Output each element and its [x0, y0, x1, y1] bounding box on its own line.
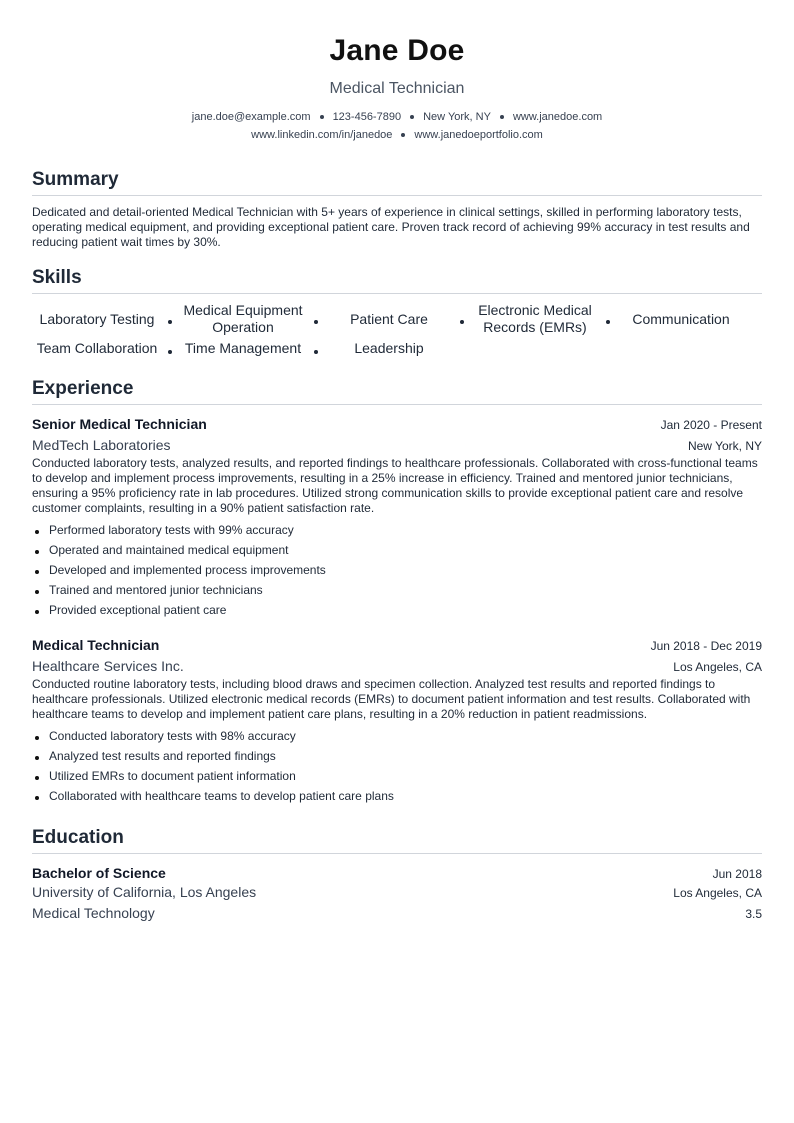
list-item — [32, 520, 762, 540]
bullet-separator-icon — [401, 133, 405, 137]
highlight-text: Trained and mentored junior technicians — [49, 583, 263, 597]
contact-website[interactable]: www.janedoe.com — [512, 111, 603, 123]
bullet-separator-icon — [320, 115, 324, 119]
resume-header — [32, 32, 762, 144]
education-header-row — [32, 864, 762, 882]
bullet-separator-icon — [410, 115, 414, 119]
degree-title: Bachelor of Science — [32, 865, 166, 881]
graduation-date: Jun 2018 — [712, 867, 762, 881]
job-description: Conducted laboratory tests, analyzed results, and reported findings to healthcare professionals. Collaborated with cross-functional teams to develop and implement process improvements, resulting in a 25% increase in efficiency. Trained and mentored junior technicians, ensuring a 95% proficiency rate in lab procedures. Utilized strong communication skills to provide exceptional patient care and resolve customer complaints, resulting in a 90% patient satisfaction rate. — [32, 456, 758, 515]
skill-item: Leadership — [354, 340, 424, 356]
skill-item: Electronic Medical Records (EMRs) — [478, 302, 592, 335]
job-location: Los Angeles, CA — [673, 660, 762, 674]
bullet-icon — [35, 530, 39, 534]
skills-heading: Skills — [32, 266, 762, 294]
education-entry — [32, 864, 762, 924]
highlight-text: Conducted laboratory tests with 98% accuracy — [49, 729, 296, 743]
job-header-row — [32, 636, 762, 654]
bullet-icon — [35, 756, 39, 760]
job-title: Senior Medical Technician — [32, 416, 207, 432]
skill-item: Medical Equipment Operation — [183, 302, 303, 335]
contact-phone[interactable]: 123-456-7890 — [332, 111, 402, 123]
job-title: Medical Technician — [32, 637, 160, 653]
bullet-icon — [35, 590, 39, 594]
contact-portfolio[interactable]: www.janedoeportfolio.com — [414, 129, 543, 141]
skill-item: Patient Care — [350, 310, 428, 327]
gpa-value: 3.5 — [745, 907, 762, 921]
bullet-icon — [35, 610, 39, 614]
skill-item: Laboratory Testing — [39, 310, 155, 327]
job-company-row — [32, 654, 762, 676]
contact-row-1 — [32, 108, 762, 126]
summary-heading: Summary — [32, 168, 762, 196]
job-location: New York, NY — [687, 439, 762, 453]
summary-text: Dedicated and detail-oriented Medical Technician with 5+ years of experience in clinical settings, skilled in performing laboratory tests, operating medical equipment, and providing exceptional patient care. Proven track record of achieving 99% accuracy in test results and reducing patient wait times by 30%. — [32, 205, 750, 249]
list-item — [32, 786, 762, 806]
contact-linkedin[interactable]: www.linkedin.com/in/janedoe — [251, 129, 393, 141]
bullet-icon — [35, 776, 39, 780]
job-highlights — [32, 726, 762, 806]
job-highlights — [32, 520, 762, 620]
contact-location: New York, NY — [423, 111, 491, 123]
bullet-separator-icon — [162, 314, 178, 324]
bullet-icon — [35, 796, 39, 800]
job-header-row — [32, 415, 762, 433]
highlight-text: Operated and maintained medical equipment — [49, 543, 289, 557]
field-of-study: Medical Technology — [32, 905, 155, 921]
job-entry — [32, 415, 762, 620]
skill-item: Communication — [632, 310, 730, 327]
list-item — [32, 600, 762, 620]
contact-email[interactable]: jane.doe@example.com — [191, 111, 311, 123]
list-item — [32, 746, 762, 766]
list-item — [32, 766, 762, 786]
contact-info — [32, 108, 762, 144]
education-field-row — [32, 903, 762, 924]
bullet-icon — [35, 736, 39, 740]
job-entry — [32, 636, 762, 806]
contact-row-2 — [32, 126, 762, 144]
bullet-separator-icon — [600, 314, 616, 324]
highlight-text: Performed laboratory tests with 99% accuracy — [49, 523, 294, 537]
job-date: Jan 2020 - Present — [660, 418, 762, 432]
bullet-separator-icon — [162, 344, 178, 354]
highlight-text: Developed and implemented process improvements — [49, 563, 326, 577]
bullet-icon — [35, 570, 39, 574]
job-company: Healthcare Services Inc. — [32, 658, 184, 674]
job-company: MedTech Laboratories — [32, 437, 171, 453]
bullet-icon — [35, 550, 39, 554]
bullet-separator-icon — [454, 314, 470, 324]
experience-section — [32, 377, 762, 806]
skills-section — [32, 266, 762, 357]
experience-heading: Experience — [32, 377, 762, 405]
school-name: University of California, Los Angeles — [32, 884, 257, 900]
list-item — [32, 580, 762, 600]
candidate-headline: Medical Technician — [329, 80, 465, 97]
skill-item: Team Collaboration — [36, 340, 158, 356]
education-heading: Education — [32, 826, 762, 854]
highlight-text: Provided exceptional patient care — [49, 603, 227, 617]
skill-item: Time Management — [184, 340, 302, 356]
list-item — [32, 540, 762, 560]
job-date: Jun 2018 - Dec 2019 — [650, 639, 762, 653]
education-school-row — [32, 882, 762, 903]
job-company-row — [32, 433, 762, 455]
highlight-text: Analyzed test results and reported findings — [49, 749, 276, 763]
school-location: Los Angeles, CA — [673, 886, 762, 900]
summary-section — [32, 168, 762, 250]
skills-list — [32, 302, 762, 357]
education-section — [32, 826, 762, 924]
candidate-name: Jane Doe — [329, 34, 465, 67]
bullet-separator-icon — [500, 115, 504, 119]
list-item — [32, 726, 762, 746]
highlight-text: Collaborated with healthcare teams to develop patient care plans — [49, 789, 394, 803]
list-item — [32, 560, 762, 580]
job-description: Conducted routine laboratory tests, including blood draws and specimen collection. Analyzed test results and reported findings to healthcare professionals. Utilized electronic medical records (EMRs) to document patient information and test results. Collaborated with healthcare teams to develop and implement patient care plans, resulting in a 20% reduction in patient readmissions. — [32, 677, 751, 721]
highlight-text: Utilized EMRs to document patient information — [49, 769, 296, 783]
bullet-separator-icon — [308, 314, 324, 324]
bullet-separator-icon — [308, 344, 324, 354]
